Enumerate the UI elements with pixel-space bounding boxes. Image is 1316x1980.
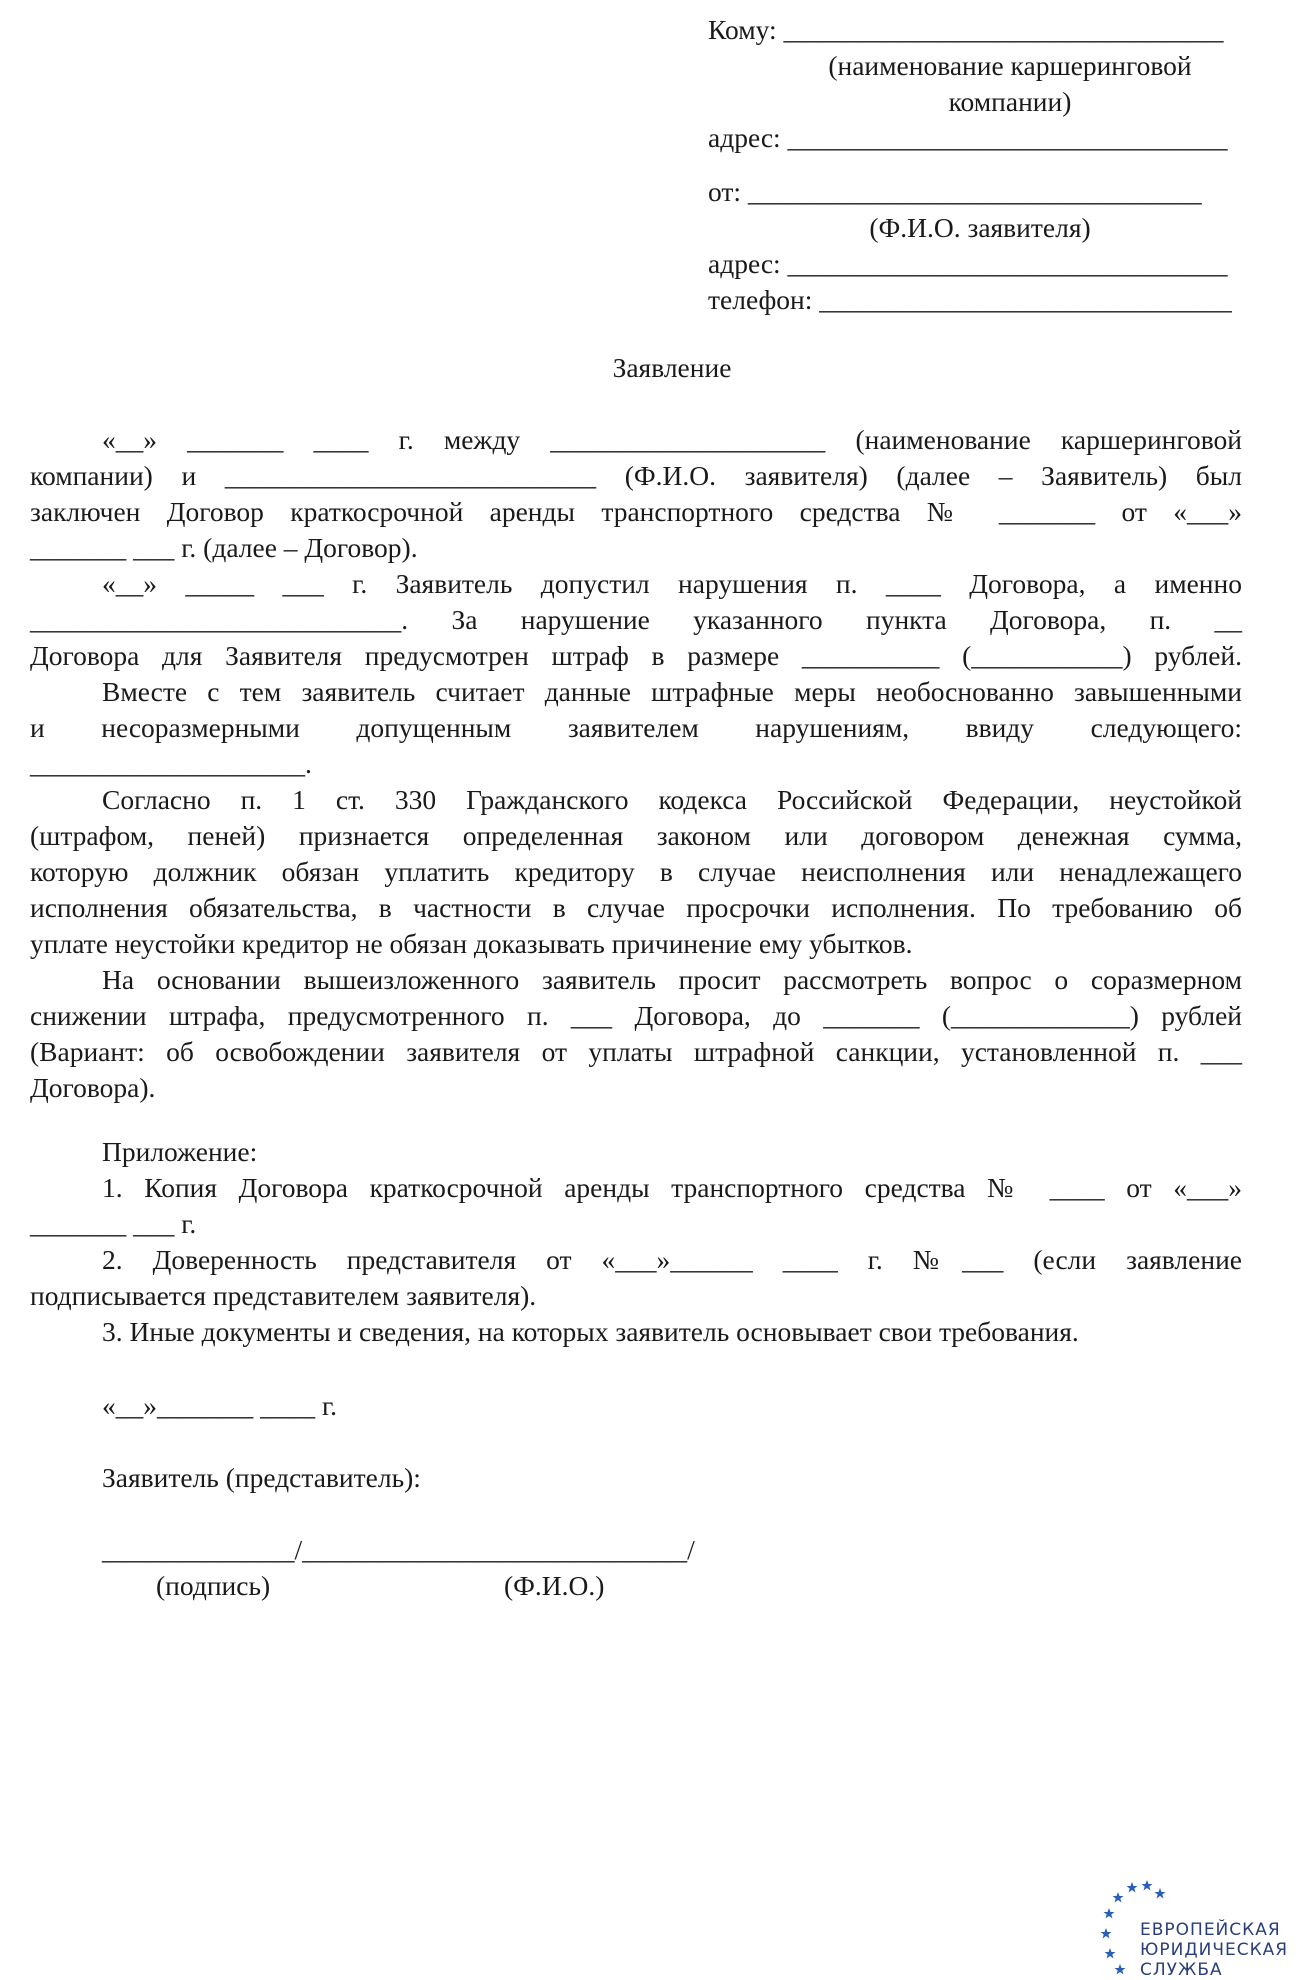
paragraph-line: Договора).: [30, 1072, 156, 1103]
recipient-line: Кому: ________________________________: [708, 14, 1224, 45]
applicant-label: Заявитель (представитель):: [102, 1462, 421, 1493]
document-title: Заявление: [612, 352, 732, 383]
annex-item-3: 3. Иные документы и сведения, на которых заявитель основывает свои требования.: [102, 1316, 1079, 1347]
paragraph-line: На основании вышеизложенного заявитель просит рассмотреть вопрос о соразмерном: [102, 964, 1242, 995]
signature-line: ______________/____________________________/: [102, 1534, 695, 1565]
paragraph-line: компании) и ___________________________ (Ф.И.О. заявителя) (далее – Заявитель) был: [30, 460, 1242, 491]
annex-item-1-cont: _______ ___ г.: [30, 1208, 197, 1239]
annex-heading: Приложение:: [102, 1136, 258, 1167]
paragraph-2: [30, 566, 1242, 674]
logo-line-1: ЕВРОПЕЙСКАЯ: [1140, 1920, 1281, 1940]
paragraph-4: [30, 782, 1242, 962]
sender-line: от: _________________________________: [708, 176, 1202, 207]
paragraph-1: [30, 422, 1242, 566]
annex-section: [30, 1134, 1242, 1350]
paragraph-line: (Вариант: об освобождении заявителя от уплаты штрафной санкции, установленной п. ___: [30, 1036, 1242, 1067]
paragraph-line: Вместе с тем заявитель считает данные штрафные меры необоснованно завышенными: [102, 676, 1242, 707]
paragraph-line: ___________________________. За нарушение указанного пункта Договора, п. __: [30, 604, 1242, 635]
sender-caption: (Ф.И.О. заявителя): [869, 212, 1091, 243]
signature-caption: (подпись): [156, 1570, 271, 1601]
paragraph-line: _______ ___ г. (далее – Договор).: [30, 532, 418, 563]
recipient-caption-1: (наименование каршеринговой: [828, 50, 1192, 81]
annex-item-2-cont: подписывается представителем заявителя).: [30, 1280, 537, 1311]
name-caption: (Ф.И.О.): [504, 1570, 605, 1601]
annex-item-1: 1. Копия Договора краткосрочной аренды транспортного средства № ____ от «___»: [102, 1172, 1242, 1203]
paragraph-line: и несоразмерными допущенным заявителем нарушениям, ввиду следующего:: [30, 712, 1242, 743]
sender-address-line: адрес: ________________________________: [708, 248, 1228, 279]
paragraph-line: снижении штрафа, предусмотренного п. ___ Договора, до _______ (_____________) рублей: [30, 1000, 1242, 1031]
paragraph-line: Договора для Заявителя предусмотрен штраф в размере __________ (___________) рублей.: [30, 640, 1242, 671]
recipient-address-line: адрес: ________________________________: [708, 122, 1228, 153]
logo-line-2: ЮРИДИЧЕСКАЯ: [1140, 1940, 1289, 1960]
paragraph-line: Согласно п. 1 ст. 330 Гражданского кодекса Российской Федерации, неустойкой: [102, 784, 1242, 815]
sender-phone-line: телефон: ______________________________: [708, 284, 1232, 315]
paragraph-line: «__» _____ ___ г. Заявитель допустил нарушения п. ____ Договора, а именно: [102, 568, 1242, 599]
paragraph-line: (штрафом, пеней) признается определенная законом или договором денежная сумма,: [30, 820, 1242, 851]
document-body: [30, 422, 1242, 1106]
signature-date-line: «__»_______ ____ г.: [102, 1390, 338, 1421]
company-logo: [1100, 1876, 1316, 1978]
paragraph-line: «__» _______ ____ г. между ____________________ (наименование каршеринговой: [102, 424, 1242, 455]
paragraph-5: [30, 962, 1242, 1106]
paragraph-line: исполнения обязательства, в частности в случае просрочки исполнения. По требованию об: [30, 892, 1242, 923]
logo-line-3: СЛУЖБА: [1140, 1960, 1223, 1980]
paragraph-line: которую должник обязан уплатить кредитору в случае неисполнения или ненадлежащего: [30, 856, 1242, 887]
recipient-caption-2: компании): [948, 86, 1072, 117]
annex-item-2: 2. Доверенность представителя от «___»______ ____ г. №___ (если заявление: [102, 1244, 1242, 1275]
logo-text: [1140, 1920, 1288, 1980]
paragraph-line: ____________________.: [30, 748, 312, 779]
paragraph-3: [30, 674, 1242, 782]
paragraph-line: заключен Договор краткосрочной аренды транспортного средства № _______ от «___»: [30, 496, 1242, 527]
paragraph-line: уплате неустойки кредитор не обязан доказывать причинение ему убытков.: [30, 928, 913, 959]
